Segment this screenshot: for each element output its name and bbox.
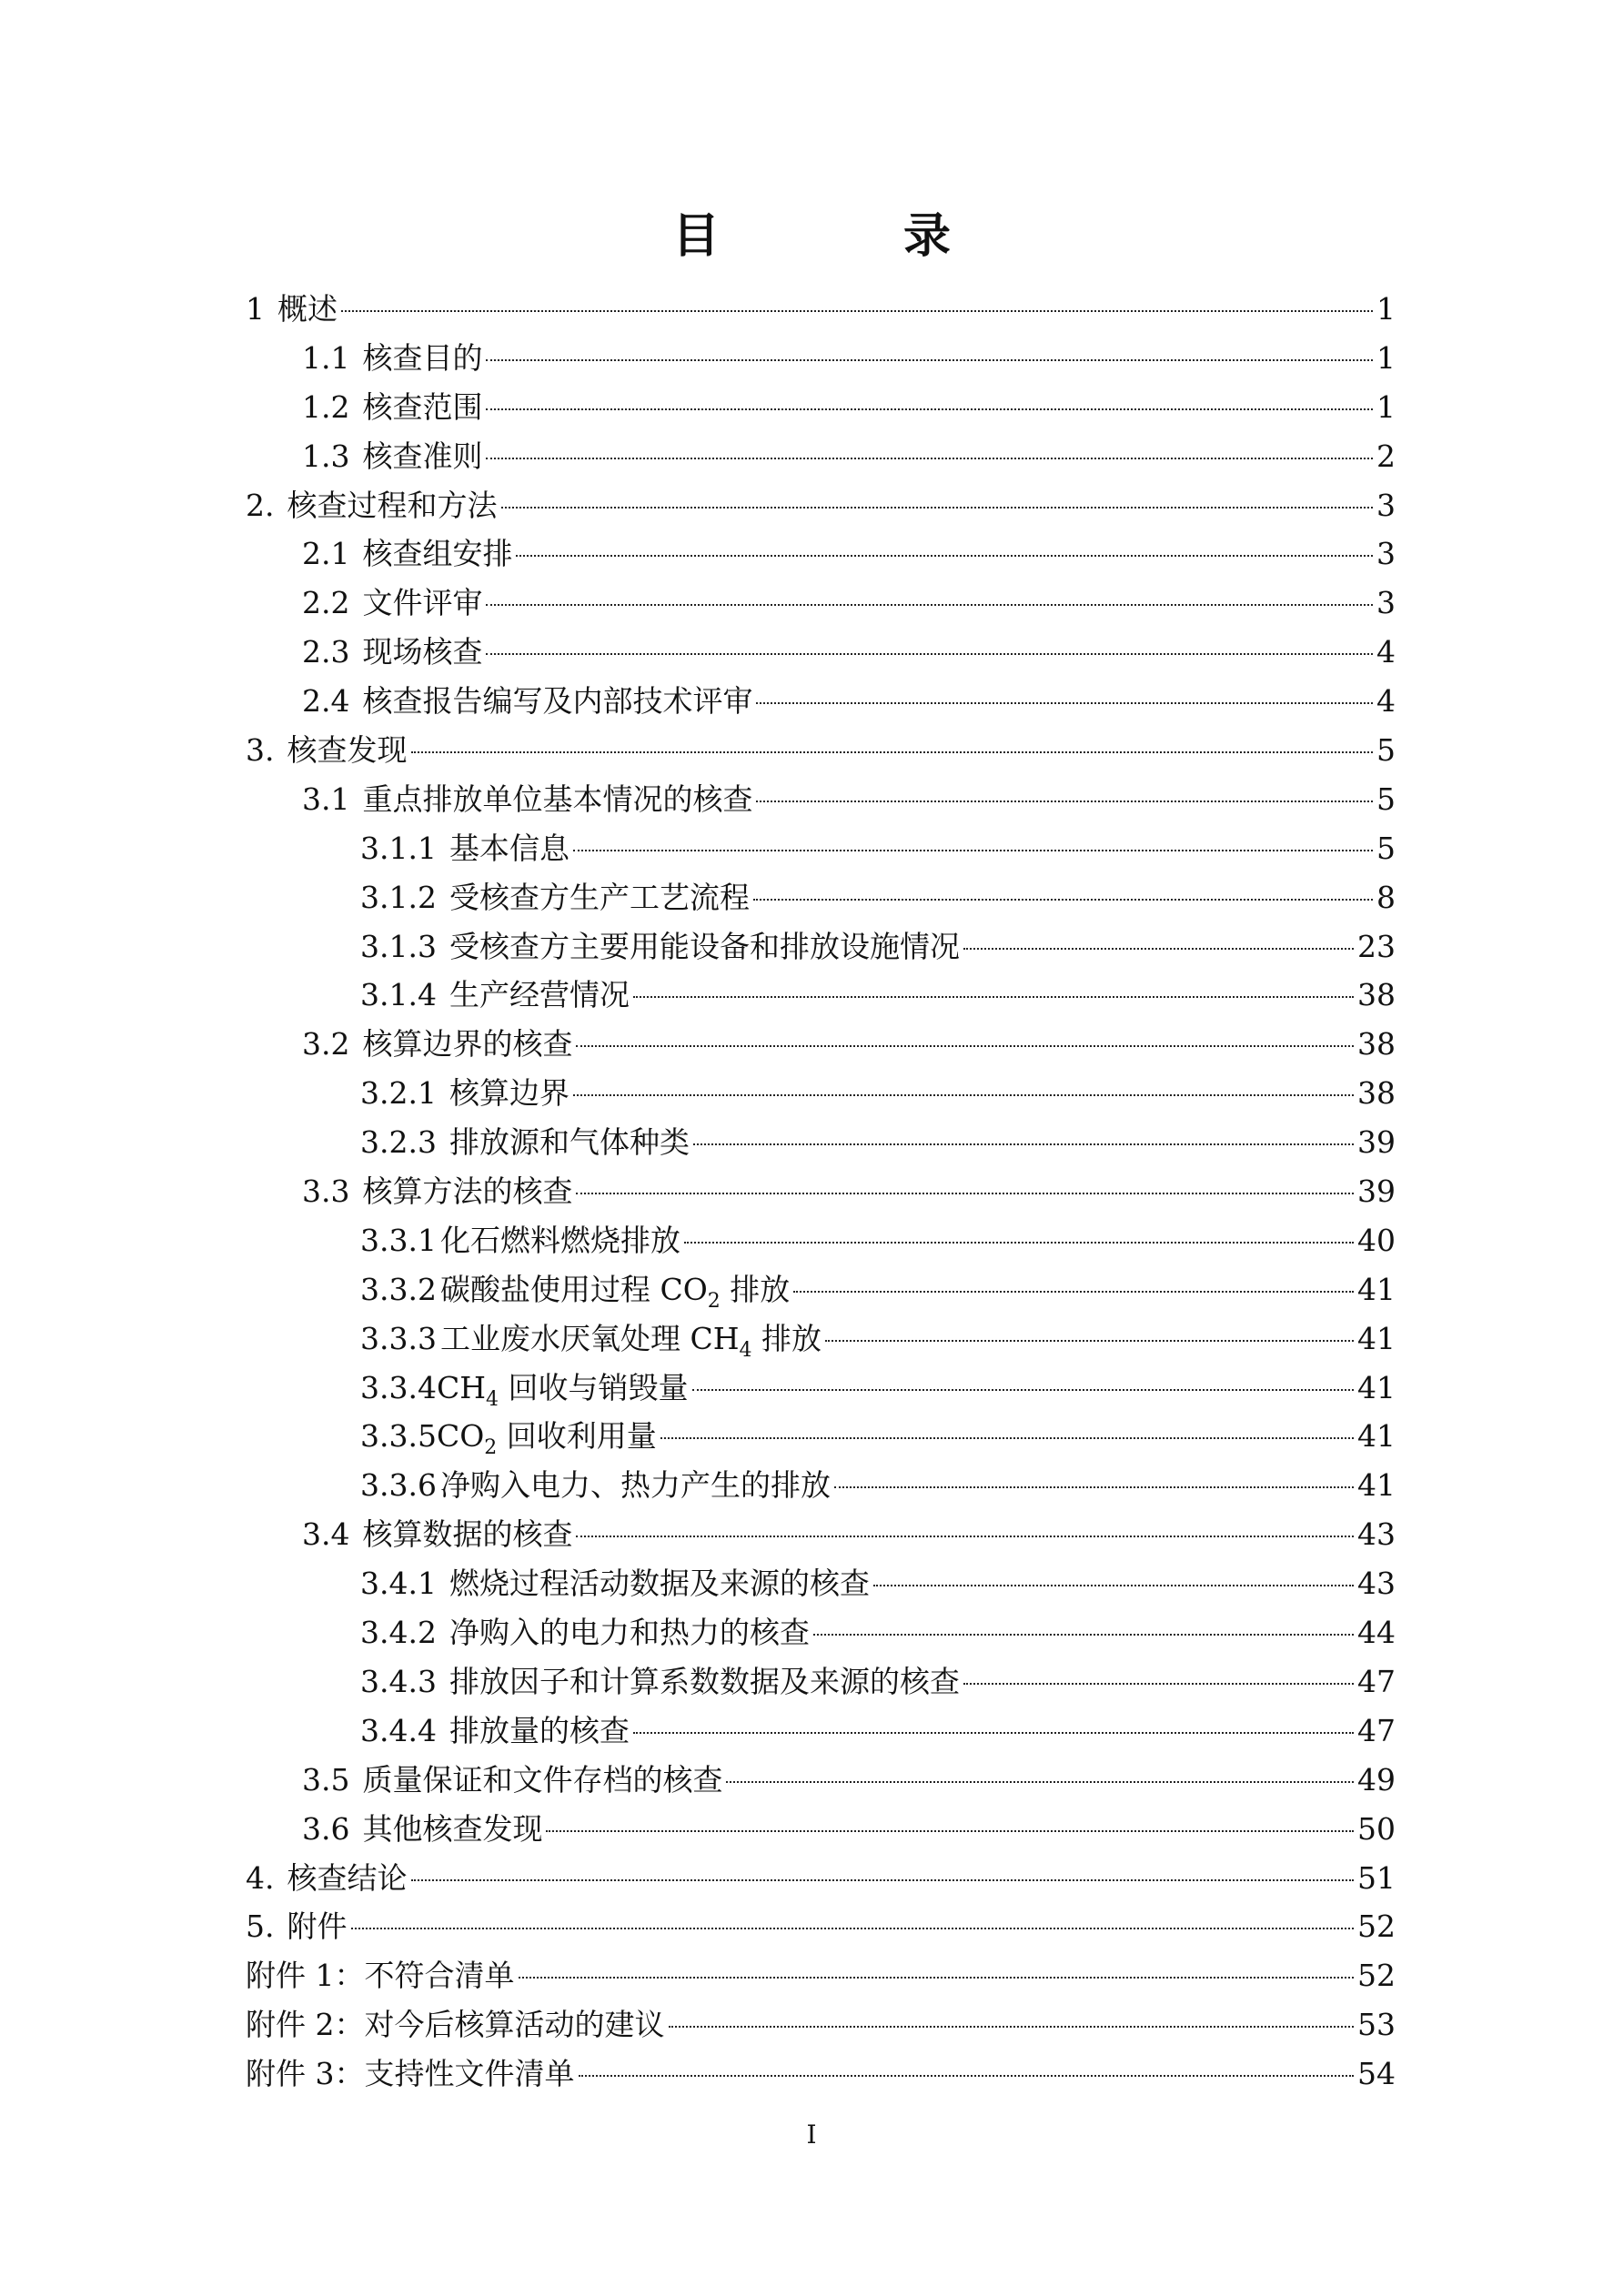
- toc-entry-page: 41: [1357, 1467, 1396, 1504]
- toc-dot-leader: [633, 996, 1354, 998]
- toc-entry-title: [449, 824, 570, 873]
- toc-entry-number: 3.: [246, 732, 275, 769]
- page-title: 目 录: [671, 208, 1035, 264]
- toc-dot-leader: [756, 801, 1373, 802]
- toc-entry[interactable]: [246, 1510, 1396, 1559]
- toc-entry[interactable]: [246, 775, 1396, 824]
- toc-entry-title: [449, 971, 630, 1020]
- toc-entry-page: 39: [1357, 1124, 1396, 1161]
- toc-entry-page: 39: [1357, 1173, 1396, 1210]
- toc-entry-title-text: CH: [436, 1369, 486, 1405]
- toc-entry-number: 3.5: [302, 1761, 350, 1798]
- toc-entry-title: [440, 1265, 790, 1319]
- toc-entry-title: [440, 1314, 822, 1368]
- toc-entry-subscript: 4: [739, 1338, 752, 1362]
- toc-entry[interactable]: [246, 1364, 1396, 1413]
- toc-entry-page: 3: [1376, 487, 1396, 523]
- toc-dot-leader: [825, 1340, 1354, 1342]
- toc-entry-number: 4.: [246, 1859, 275, 1896]
- toc-entry[interactable]: [246, 1020, 1396, 1069]
- toc-entry-title: [362, 1510, 572, 1559]
- toc-entry-number: 3.1.3: [360, 928, 437, 964]
- toc-entry[interactable]: [246, 971, 1396, 1020]
- toc-entry-title-text: 工业废水厌氧处理 CH: [439, 1320, 740, 1356]
- toc-entry[interactable]: [246, 1069, 1396, 1118]
- toc-entry-page: 1: [1376, 291, 1396, 327]
- toc-entry[interactable]: [246, 1707, 1396, 1756]
- toc-entry-title-text: 文件评审: [362, 585, 483, 621]
- toc-entry-title: [287, 481, 498, 530]
- toc-entry-title: [362, 1756, 722, 1805]
- toc-entry-number: 3.4.4: [360, 1712, 437, 1748]
- toc-entry-title-text: 核算边界: [449, 1075, 570, 1112]
- toc-entry-page: 41: [1357, 1271, 1396, 1307]
- toc-entry-page: 5: [1376, 732, 1396, 769]
- toc-dot-leader: [486, 359, 1373, 361]
- toc-entry-title: [449, 1608, 810, 1657]
- toc-entry-title-text: 碳酸盐使用过程 CO: [439, 1271, 708, 1307]
- toc-entry-number: 附件 3：: [246, 2056, 365, 2092]
- toc-entry-page: 43: [1357, 1566, 1396, 1602]
- toc-entry[interactable]: [246, 1608, 1396, 1657]
- toc-entry[interactable]: [246, 1756, 1396, 1805]
- toc-entry-title: [449, 1707, 630, 1756]
- toc-entry-title-text: 核查准则: [362, 438, 483, 474]
- toc-entry[interactable]: [246, 677, 1396, 726]
- toc-entry[interactable]: [246, 1902, 1396, 1951]
- toc-entry-page: 54: [1357, 2056, 1396, 2092]
- toc-dot-leader: [576, 1536, 1354, 1537]
- toc-dot-leader: [573, 1094, 1354, 1096]
- toc-entry-title: [362, 628, 482, 677]
- toc-entry[interactable]: [246, 1461, 1396, 1510]
- toc-entry-title: [362, 775, 752, 824]
- toc-dot-leader: [516, 555, 1373, 557]
- toc-entry-page: 41: [1357, 1320, 1396, 1356]
- toc-dot-leader: [756, 702, 1373, 704]
- toc-entry-title: [362, 677, 752, 726]
- toc-entry-number: 1: [246, 291, 265, 327]
- toc-dot-leader: [411, 1879, 1355, 1881]
- toc-entry-number: 3.2: [302, 1026, 350, 1062]
- toc-entry-title: [362, 1167, 572, 1216]
- toc-entry-title-text: 核查组安排: [362, 536, 513, 572]
- toc-entry-number: 附件 2：: [246, 2007, 365, 2043]
- toc-entry[interactable]: [246, 1118, 1396, 1167]
- toc-dot-leader: [873, 1585, 1354, 1586]
- toc-entry-title: [449, 873, 750, 922]
- toc-entry-title-text: 化石燃料燃烧排放: [439, 1222, 680, 1258]
- toc-entry-title-text: 对今后核算活动的建议: [364, 2007, 665, 2043]
- toc-entry[interactable]: [246, 1412, 1396, 1461]
- toc-entry-number: 2.3: [302, 634, 350, 670]
- toc-entry[interactable]: [246, 432, 1396, 481]
- toc-entry-title-text: 受核查方主要用能设备和排放设施情况: [449, 928, 960, 964]
- toc-dot-leader: [573, 850, 1373, 851]
- toc-entry[interactable]: [246, 1951, 1396, 2000]
- toc-entry-title-tail: 回收与销毁量: [499, 1369, 689, 1405]
- toc-dot-leader: [579, 2075, 1355, 2077]
- page-number: I: [806, 2120, 817, 2150]
- toc-entry[interactable]: [246, 873, 1396, 922]
- toc-entry-title-text: 排放量的核查: [449, 1712, 630, 1748]
- toc-entry-title-text: 基本信息: [449, 830, 570, 866]
- toc-entry-number: 3.4.3: [360, 1663, 437, 1699]
- toc-dot-leader: [963, 1683, 1354, 1685]
- toc-dot-leader: [753, 899, 1373, 901]
- toc-entry-number: 3.1.2: [360, 879, 437, 915]
- toc-dot-leader: [486, 653, 1373, 655]
- toc-entry-title-text: 核算方法的核查: [362, 1173, 573, 1210]
- toc-entry[interactable]: [246, 2000, 1396, 2049]
- toc-entry[interactable]: [246, 1314, 1396, 1364]
- toc-entry[interactable]: [246, 334, 1396, 383]
- toc-entry-title-text: 质量保证和文件存档的核查: [362, 1761, 723, 1798]
- toc-entry[interactable]: [246, 1559, 1396, 1608]
- toc-entry-title: [287, 1854, 408, 1903]
- toc-entry-number: 3.4.2: [360, 1615, 437, 1651]
- toc-entry-number: 3.3.1: [360, 1222, 437, 1258]
- toc-entry-title-text: 核算边界的核查: [362, 1026, 573, 1062]
- toc-entry-number: 1.3: [302, 438, 350, 474]
- toc-entry-page: 4: [1376, 634, 1396, 670]
- toc-entry-title-text: 核查过程和方法: [287, 487, 498, 523]
- toc-entry-page: 40: [1357, 1222, 1396, 1258]
- toc-entry-title-text: 生产经营情况: [449, 977, 630, 1013]
- toc-entry-title-text: 受核查方生产工艺流程: [449, 879, 750, 915]
- toc-entry-title: [440, 1461, 831, 1510]
- toc-dot-leader: [486, 458, 1373, 459]
- toc-entry-number: 3.3.6: [360, 1467, 437, 1504]
- toc-entry-number: 3.1.4: [360, 977, 437, 1013]
- toc-entry-page: 1: [1376, 339, 1396, 376]
- toc-entry-number: 2.1: [302, 536, 350, 572]
- toc-entry-title: [449, 1118, 690, 1167]
- toc-entry-title-text: 燃烧过程活动数据及来源的核查: [449, 1566, 870, 1602]
- toc-entry-page: 44: [1357, 1615, 1396, 1651]
- toc-entry-number: 3.3: [302, 1173, 350, 1210]
- toc-entry-number: 3.3.2: [360, 1271, 437, 1307]
- toc-entry-page: 49: [1357, 1761, 1396, 1798]
- toc-entry-number: 1.2: [302, 388, 350, 425]
- toc-entry-title-text: 核查范围: [362, 388, 483, 425]
- toc-entry[interactable]: [246, 1854, 1396, 1903]
- toc-entry-page: 23: [1357, 928, 1396, 964]
- toc-entry-page: 41: [1357, 1418, 1396, 1455]
- toc-entry-title-tail: 排放: [720, 1271, 791, 1307]
- toc-entry-page: 3: [1376, 585, 1396, 621]
- toc-entry-number: 3.3.3: [360, 1320, 437, 1356]
- toc-entry[interactable]: [246, 383, 1396, 432]
- toc-entry-page: 47: [1357, 1712, 1396, 1748]
- toc-entry-number: 附件 1：: [246, 1958, 365, 1994]
- toc-entry-page: 5: [1376, 780, 1396, 817]
- toc-entry-number: 1.1: [302, 339, 350, 376]
- toc-entry-title: [449, 1559, 870, 1608]
- toc-entry-title-text: 核查目的: [362, 339, 483, 376]
- toc-entry-number: 2.4: [302, 683, 350, 720]
- toc-entry[interactable]: [246, 1167, 1396, 1216]
- toc-entry-title-text: CO: [436, 1418, 485, 1455]
- toc-dot-leader: [813, 1634, 1354, 1636]
- toc-entry-page: 8: [1376, 879, 1396, 915]
- toc-entry-page: 43: [1357, 1516, 1396, 1553]
- toc-entry-subscript: 2: [707, 1289, 721, 1313]
- toc-entry-title: [362, 1805, 542, 1854]
- toc-dot-leader: [660, 1437, 1354, 1439]
- toc-entry-title-text: 核算数据的核查: [362, 1516, 573, 1553]
- toc-entry-number: 3.4.1: [360, 1566, 437, 1602]
- toc-entry-number: 2.: [246, 487, 275, 523]
- toc-entry[interactable]: [246, 1216, 1396, 1265]
- toc-entry-page: 51: [1357, 1859, 1396, 1896]
- toc-entry-title-text: 其他核查发现: [362, 1810, 543, 1847]
- toc-entry-number: 3.3.5: [360, 1418, 437, 1455]
- toc-dot-leader: [486, 604, 1373, 606]
- toc-dot-leader: [726, 1781, 1354, 1783]
- toc-entry-number: 3.1: [302, 780, 350, 817]
- toc-entry-page: 2: [1376, 438, 1396, 474]
- toc-entry[interactable]: [246, 2049, 1396, 2099]
- toc-dot-leader: [693, 1143, 1354, 1145]
- toc-dot-leader: [341, 310, 1373, 312]
- toc-entry-title: [365, 2000, 665, 2049]
- toc-dot-leader: [576, 1045, 1354, 1047]
- toc-entry-title-text: 附件: [287, 1908, 348, 1945]
- toc-entry-title-text: 核查结论: [287, 1859, 408, 1896]
- toc-entry-title: [287, 726, 408, 775]
- toc-entry-title: [449, 922, 960, 972]
- toc-dot-leader: [519, 1977, 1355, 1979]
- toc-entry-title: [449, 1657, 960, 1707]
- toc-entry[interactable]: [246, 628, 1396, 677]
- toc-dot-leader: [546, 1830, 1354, 1832]
- toc-entry-number: 2.2: [302, 585, 350, 621]
- toc-dot-leader: [351, 1928, 1355, 1929]
- toc-entry-number: 3.2.1: [360, 1075, 437, 1112]
- toc-entry-title-text: 现场核查: [362, 634, 483, 670]
- toc-entry-title-text: 排放因子和计算系数数据及来源的核查: [449, 1663, 960, 1699]
- toc-entry-title: [449, 1069, 570, 1118]
- toc-entry-page: 38: [1357, 1075, 1396, 1112]
- toc-entry-title-tail: 回收利用量: [497, 1418, 657, 1455]
- toc-entry-title: [365, 2049, 575, 2099]
- toc-dot-leader: [963, 948, 1354, 950]
- toc-entry-title: [362, 432, 482, 481]
- toc-entry-subscript: 4: [486, 1387, 499, 1411]
- toc-entry-title: [437, 1412, 657, 1465]
- toc-entry-title: [365, 1951, 515, 2000]
- toc-dot-leader: [793, 1291, 1354, 1293]
- toc-entry-title: [277, 285, 338, 334]
- toc-entry[interactable]: [246, 726, 1396, 775]
- toc-entry-number: 3.2.3: [360, 1124, 437, 1161]
- toc-dot-leader: [576, 1193, 1354, 1194]
- toc-dot-leader: [692, 1389, 1355, 1391]
- toc-entry-title: [440, 1216, 680, 1265]
- toc-dot-leader: [633, 1732, 1354, 1734]
- toc-entry[interactable]: [246, 1657, 1396, 1707]
- toc-entry-title-text: 概述: [277, 291, 338, 327]
- toc-entry[interactable]: [246, 922, 1396, 972]
- toc-entry-page: 52: [1357, 1908, 1396, 1945]
- toc-entry-title-text: 支持性文件清单: [364, 2056, 575, 2092]
- toc-entry[interactable]: [246, 579, 1396, 628]
- toc-entry-title: [362, 1020, 572, 1069]
- toc-entry-number: 3.3.4: [360, 1369, 437, 1405]
- toc-entry-number: 3.1.1: [360, 830, 437, 866]
- toc-entry[interactable]: [246, 824, 1396, 873]
- toc-dot-leader: [834, 1486, 1354, 1488]
- toc-entry-title-text: 重点排放单位基本情况的核查: [362, 780, 753, 817]
- toc-dot-leader: [486, 408, 1373, 410]
- toc-entry-title-text: 核查报告编写及内部技术评审: [362, 683, 753, 720]
- toc-entry-title-text: 净购入电力、热力产生的排放: [439, 1467, 831, 1504]
- toc-entry-title-text: 排放源和气体种类: [449, 1124, 690, 1161]
- toc-entry-page: 38: [1357, 977, 1396, 1013]
- toc-entry[interactable]: [246, 481, 1396, 530]
- toc-entry-title-tail: 排放: [751, 1320, 822, 1356]
- toc-entry-title-text: 不符合清单: [364, 1958, 515, 1994]
- toc-entry-title: [362, 529, 512, 579]
- toc-entry-number: 3.6: [302, 1810, 350, 1847]
- toc-entry[interactable]: [246, 529, 1396, 579]
- toc-entry-title: [362, 579, 482, 628]
- toc-dot-leader: [684, 1242, 1354, 1244]
- toc-entry-page: 1: [1376, 388, 1396, 425]
- toc-entry-page: 4: [1376, 683, 1396, 720]
- toc-entry-title: [362, 334, 482, 383]
- toc-entry[interactable]: [246, 1265, 1396, 1314]
- toc-entry[interactable]: [246, 285, 1396, 334]
- toc-entry-title-text: 净购入的电力和热力的核查: [449, 1615, 810, 1651]
- toc-entry-page: 38: [1357, 1026, 1396, 1062]
- toc-entry[interactable]: [246, 1805, 1396, 1854]
- toc-dot-leader: [501, 507, 1374, 509]
- toc-entry-page: 52: [1357, 1958, 1396, 1994]
- toc-entry-title: [437, 1364, 689, 1417]
- toc-entry-page: 53: [1357, 2007, 1396, 2043]
- toc-entry-title: [362, 383, 482, 432]
- table-of-contents: [246, 285, 1396, 2099]
- toc-entry-page: 47: [1357, 1663, 1396, 1699]
- toc-entry-title-text: 核查发现: [287, 732, 408, 769]
- toc-dot-leader: [411, 751, 1374, 753]
- toc-entry-page: 50: [1357, 1810, 1396, 1847]
- toc-entry-title: [287, 1902, 348, 1951]
- toc-entry-number: 3.4: [302, 1516, 350, 1553]
- toc-dot-leader: [669, 2026, 1355, 2028]
- toc-entry-page: 5: [1376, 830, 1396, 866]
- toc-entry-page: 41: [1357, 1369, 1396, 1405]
- toc-entry-subscript: 2: [484, 1436, 498, 1460]
- toc-entry-page: 3: [1376, 536, 1396, 572]
- toc-entry-number: 5.: [246, 1908, 275, 1945]
